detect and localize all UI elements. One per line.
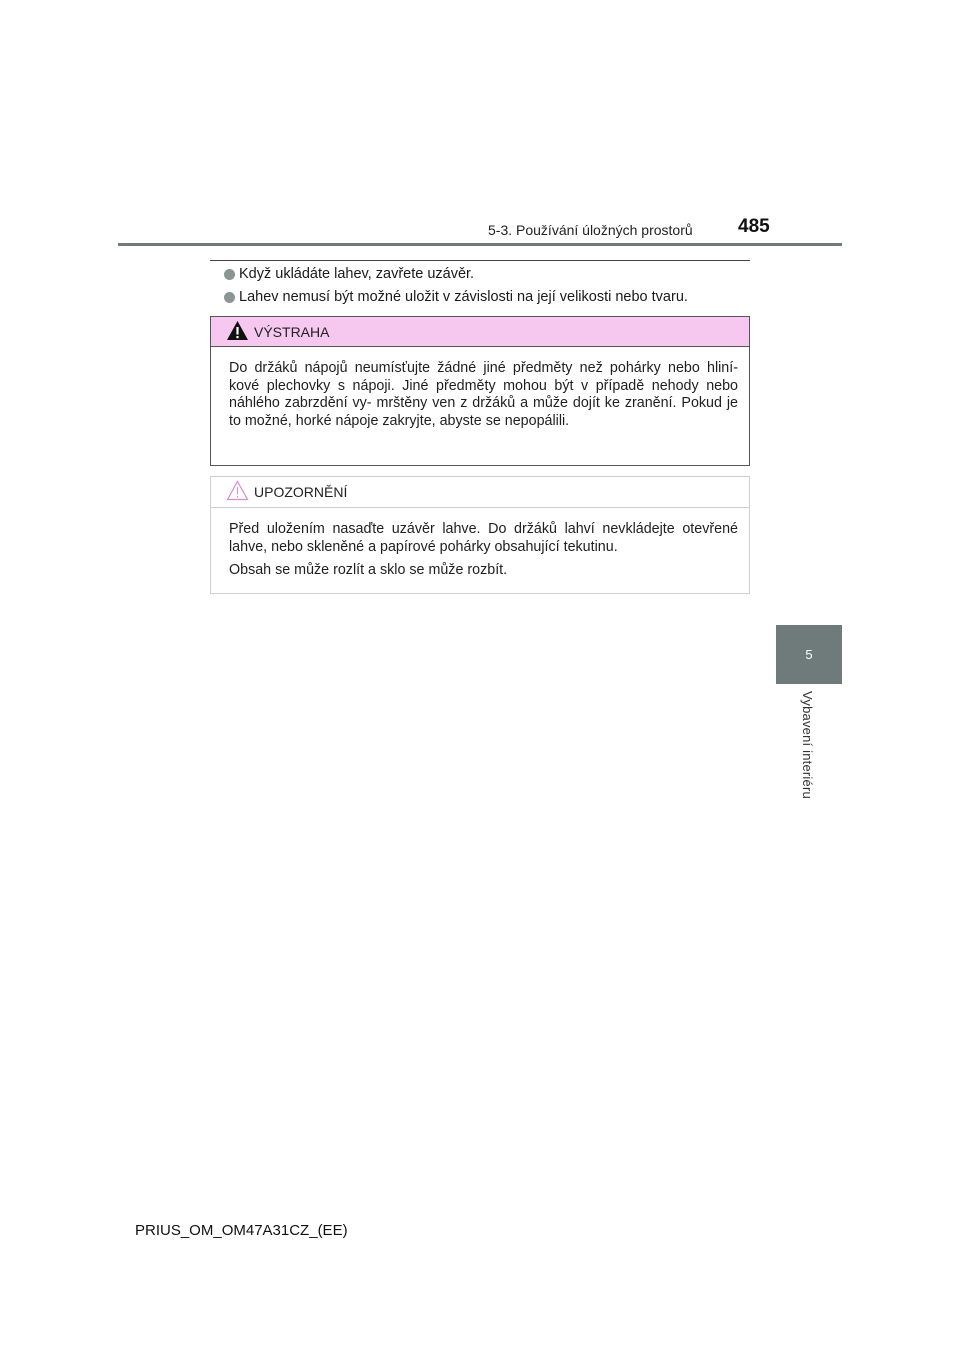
warning-triangle-icon xyxy=(226,320,249,341)
bullet-text: Lahev nemusí být možné uložit v závislosti na její velikosti nebo tvaru. xyxy=(239,289,688,305)
chapter-number: 5 xyxy=(805,647,813,662)
bullet-dot-icon xyxy=(224,269,235,280)
warning-label: VÝSTRAHA xyxy=(254,324,330,340)
caution-body xyxy=(211,508,749,580)
header-rule xyxy=(118,243,842,246)
top-thin-rule xyxy=(210,260,750,261)
page-number: 485 xyxy=(738,216,770,237)
bullet-text: Když ukládáte lahev, zavřete uzávěr. xyxy=(239,266,475,282)
warning-body xyxy=(211,347,749,430)
caution-header xyxy=(211,477,749,508)
list-item xyxy=(224,288,754,307)
chapter-tab[interactable] xyxy=(776,625,842,684)
caution-paragraph: Před uložením nasaďte uzávěr lahve. Do držáků lahví nevkládejte otevřené lahve, nebo skleněné a papírové pohárky obsahující tekutinu. xyxy=(229,521,738,555)
footer-doc-code: PRIUS_OM_OM47A31CZ_(EE) xyxy=(135,1222,348,1239)
caution-paragraph: Obsah se může rozlít a sklo se může rozbít. xyxy=(229,562,508,579)
header-section-title: 5-3. Používání úložných prostorů xyxy=(488,222,693,238)
warning-paragraph: Do držáků nápojů neumísťujte žádné jiné předměty než pohárky nebo hliní- kové plechovky s nápoji. Jiné předměty mohou být v případě nehody nebo náhlého zabrzdění vy- mrštěny ven z držáků a může dojít ke zranění. Pokud je to možné, horké nápoje zakryjte, abyste se nepopálili. xyxy=(229,360,738,429)
caution-triangle-outline-icon xyxy=(226,480,249,501)
warning-box xyxy=(210,316,750,466)
bullet-dot-icon xyxy=(224,292,235,303)
chapter-title: Vybavení interiéru xyxy=(800,691,815,799)
list-item xyxy=(224,265,754,284)
bullet-list xyxy=(224,265,754,311)
caution-box xyxy=(210,476,750,594)
caution-label: UPOZORNĚNÍ xyxy=(254,484,348,500)
warning-header xyxy=(211,317,749,347)
